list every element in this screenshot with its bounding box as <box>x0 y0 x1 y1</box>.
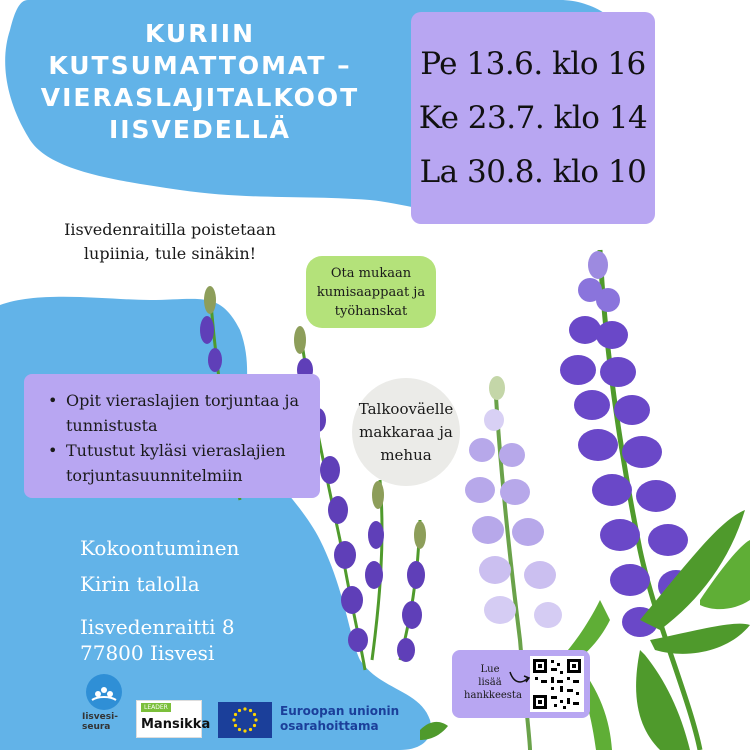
read-more-line-2: lisää <box>478 677 502 688</box>
gathering-place <box>80 530 239 602</box>
read-more-qr-box[interactable] <box>452 650 590 718</box>
bring-line-3: työhanskat <box>334 303 408 319</box>
eu-flag-icon <box>218 702 272 738</box>
bring-along-note <box>306 256 436 328</box>
title-line-2: KUTSUMATTOMAT – <box>48 51 352 80</box>
event-date-3: La 30.8. klo 10 <box>419 154 647 190</box>
eu-funding-text <box>280 704 399 734</box>
benefit-2-line-2: torjuntasuunnitelmiin <box>66 466 243 485</box>
benefits-box <box>24 374 320 498</box>
leader-mansikka-logo <box>136 700 211 738</box>
refreshments-line-1: Talkooväelle <box>358 399 454 418</box>
gathering-line-1: Kokoontuminen <box>80 536 240 560</box>
iisvesi-logo-line-1: Iisvesi- <box>82 712 118 722</box>
intro-text <box>40 218 300 266</box>
title-line-3: VIERASLAJITALKOOT <box>40 83 360 112</box>
eu-text-line-2: osarahoittama <box>280 719 379 733</box>
mansikka-label: Mansikka <box>141 717 211 732</box>
benefit-1-line-2: tunnistusta <box>66 416 158 435</box>
leader-label: LEADER <box>141 703 171 712</box>
title-line-4: IISVEDELLÄ <box>108 115 292 144</box>
address-street: Iisvedenraitti 8 <box>80 615 235 639</box>
read-more-line-3: hankkeesta <box>464 690 522 701</box>
refreshments-line-2: makkaraa ja <box>359 422 453 441</box>
benefit-item-1 <box>44 388 306 438</box>
iisvesi-logo-line-2: seura <box>82 722 111 732</box>
curved-arrow-icon <box>508 668 532 688</box>
benefits-list <box>44 388 306 488</box>
intro-line-2: lupiinia, tule sinäkin! <box>83 244 257 263</box>
intro-line-1: Iisvedenraitilla poistetaan <box>64 220 276 239</box>
iisvesi-logo-emblem <box>86 674 122 710</box>
address-postal: 77800 Iisvesi <box>80 641 215 665</box>
bring-line-1: Ota mukaan <box>330 265 412 281</box>
benefit-item-2 <box>44 438 306 488</box>
refreshments-line-3: mehua <box>380 445 432 464</box>
benefit-2-line-1: Tutustut kyläsi vieraslajien <box>66 441 286 460</box>
gathering-line-2: Kirin talolla <box>80 572 200 596</box>
eu-text-line-1: Euroopan unionin <box>280 704 400 718</box>
bring-line-2: kumisaappaat ja <box>316 284 426 300</box>
event-date-1: Pe 13.6. klo 16 <box>420 46 646 82</box>
iisvesi-seura-logo <box>82 674 128 740</box>
event-date-2: Ke 23.7. klo 14 <box>418 100 648 136</box>
read-more-line-1: Lue <box>480 664 500 675</box>
title-line-1: KURIIN <box>144 19 255 48</box>
event-title <box>40 18 360 146</box>
refreshments-note <box>352 378 460 486</box>
address <box>80 614 235 666</box>
event-dates-box <box>411 12 655 224</box>
qr-code[interactable] <box>530 656 584 712</box>
benefit-1-line-1: Opit vieraslajien torjuntaa ja <box>66 391 299 410</box>
